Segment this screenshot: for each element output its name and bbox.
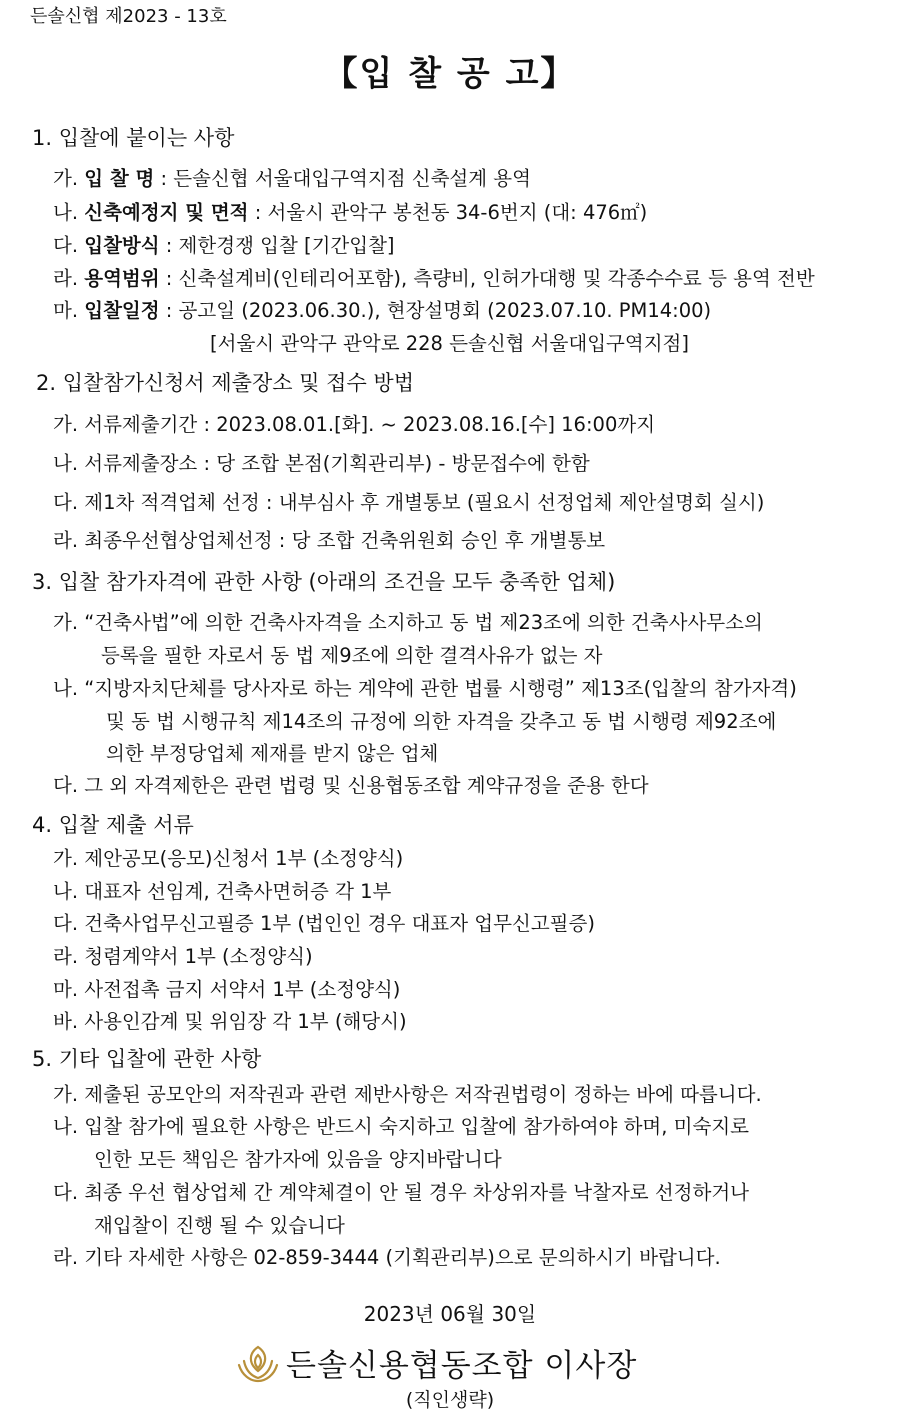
section-2-heading: 2. 입찰참가신청서 제출장소 및 접수 방법 [36, 371, 414, 395]
s5-item-d: 라. 기타 자세한 사항은 02-859-3444 (기획관리부)으로 문의하시기 바랍니다. [53, 1246, 721, 1269]
s3-item-c: 다. 그 외 자격제한은 관련 법령 및 신용협동조합 계약규정을 준용 한다 [53, 774, 649, 797]
issuer-block [236, 1340, 637, 1385]
s3-item-b-line1: 나. “지방자치단체를 당사자로 하는 계약에 관한 법률 시행령” 제13조(입찰의 참가자격) [53, 677, 797, 700]
s4-item-e: 마. 사전접촉 금지 서약서 1부 (소정양식) [53, 978, 401, 1001]
credit-union-logo-icon [236, 1343, 280, 1383]
section-1-heading: 1. 입찰에 붙이는 사항 [32, 126, 235, 150]
s3-item-a-line2: 등록을 필한 자로서 동 법 제9조에 의한 결격사유가 없는 자 [101, 644, 603, 667]
issuer-name: 든솔신용협동조합 이사장 [286, 1348, 638, 1384]
s5-item-c-line2: 재입찰이 진행 될 수 있습니다 [94, 1214, 345, 1237]
s3-item-b-line2: 및 동 법 시행규칙 제14조의 규정에 의한 자격을 갖추고 동 법 시행령 제92조에 [106, 710, 777, 733]
s5-item-c-line1: 다. 최종 우선 협상업체 간 계약체결이 안 될 경우 차상위자를 낙찰자로 선정하거나 [53, 1181, 750, 1204]
page-title: 【입 찰 공 고】 [323, 54, 577, 94]
s5-item-b-line1: 나. 입찰 참가에 필요한 사항은 반드시 숙지하고 입찰에 참가하여야 하며, 미숙지로 [53, 1115, 750, 1138]
s3-item-b-line3: 의한 부정당업체 제재를 받지 않은 업체 [106, 742, 439, 765]
s4-item-d: 라. 청렴계약서 1부 (소정양식) [53, 945, 313, 968]
section-3-heading: 3. 입찰 참가자격에 관한 사항 (아래의 조건을 모두 충족한 업체) [32, 570, 616, 594]
issue-date: 2023년 06월 30일 [363, 1302, 537, 1326]
document-number: 든솔신협 제2023 - 13호 [30, 6, 227, 27]
s1-item-e: 마. 입찰일정 : 공고일 (2023.06.30.), 현장설명회 (2023.07.10. PM14:00) [53, 299, 712, 322]
s1-item-b: 나. 신축예정지 및 면적 : 서울시 관악구 봉천동 34-6번지 (대: 476㎡) [53, 201, 648, 224]
s1-item-a: 가. 입 찰 명 : 든솔신협 서울대입구역지점 신축설계 용역 [53, 167, 531, 190]
s4-item-b: 나. 대표자 선임계, 건축사면허증 각 1부 [53, 880, 392, 903]
s2-item-a: 가. 서류제출기간 : 2023.08.01.[화]. ~ 2023.08.16.[수] 16:00까지 [53, 413, 656, 436]
s2-item-b: 나. 서류제출장소 : 당 조합 본점(기획관리부) - 방문접수에 한함 [53, 452, 590, 475]
s2-item-c: 다. 제1차 적격업체 선정 : 내부심사 후 개별통보 (필요시 선정업체 제안설명회 실시) [53, 491, 765, 514]
section-5-heading: 5. 기타 입찰에 관한 사항 [32, 1047, 262, 1071]
s3-item-a-line1: 가. “건축사법”에 의한 건축사자격을 소지하고 동 법 제23조에 의한 건축사사무소의 [53, 611, 763, 634]
s4-item-f: 바. 사용인감계 및 위임장 각 1부 (해당시) [53, 1010, 407, 1033]
s1-item-c: 다. 입찰방식 : 제한경쟁 입찰 [기간입찰] [53, 234, 395, 257]
s5-item-a: 가. 제출된 공모안의 저작권과 관련 제반사항은 저작권법령이 정하는 바에 따릅니다. [53, 1083, 762, 1106]
section-4-heading: 4. 입찰 제출 서류 [32, 813, 194, 837]
s1-item-d: 라. 용역범위 : 신축설계비(인테리어포함), 측량비, 인허가대행 및 각종수수료 등 용역 전반 [53, 267, 815, 290]
s2-item-d: 라. 최종우선협상업체선정 : 당 조합 건축위원회 승인 후 개별통보 [53, 529, 606, 552]
seal-omitted-note: (직인생략) [405, 1389, 495, 1411]
s4-item-c: 다. 건축사업무신고필증 1부 (법인인 경우 대표자 업무신고필증) [53, 912, 595, 935]
s1-item-e-continued: [서울시 관악구 관악로 228 든솔신협 서울대입구역지점] [210, 332, 690, 355]
s5-item-b-line2: 인한 모든 책임은 참가자에 있음을 양지바랍니다 [94, 1148, 502, 1171]
s4-item-a: 가. 제안공모(응모)신청서 1부 (소정양식) [53, 847, 404, 870]
